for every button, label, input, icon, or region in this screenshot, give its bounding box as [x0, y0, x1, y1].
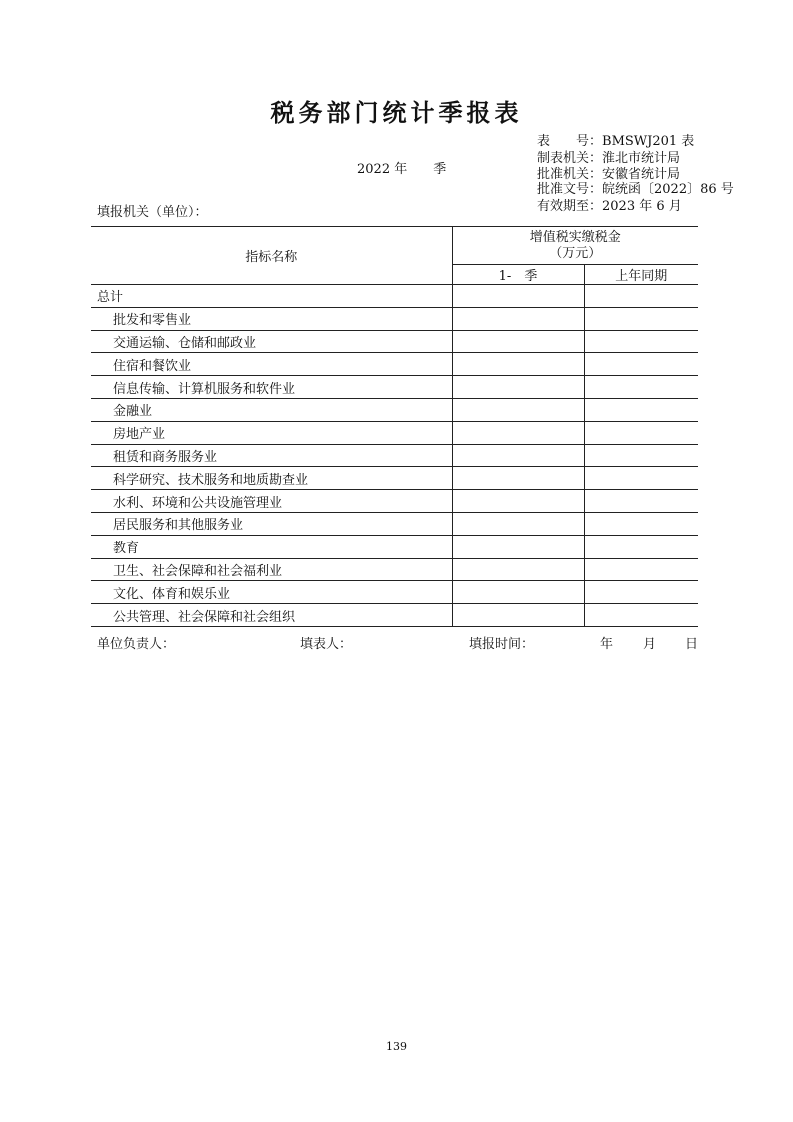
footer-year: 年 [600, 637, 614, 652]
table-row [91, 353, 698, 376]
cell-current-quarter[interactable] [452, 353, 584, 376]
row-label: 批发和零售业 [91, 307, 452, 330]
meta-form-number [537, 133, 694, 151]
vat-header-line1: 增值税实缴税金 [529, 229, 621, 245]
cell-last-year[interactable] [584, 604, 698, 627]
cell-last-year[interactable] [584, 512, 698, 535]
row-label: 科学研究、技术服务和地质勘查业 [91, 467, 452, 490]
cell-current-quarter[interactable] [452, 285, 584, 308]
cell-last-year[interactable] [584, 398, 698, 421]
cell-last-year[interactable] [584, 421, 698, 444]
table-row [91, 307, 698, 330]
cell-current-quarter[interactable] [452, 581, 584, 604]
meta-value: 皖统函〔2022〕86 号 [602, 182, 734, 197]
footer-day: 日 [685, 637, 699, 652]
cell-last-year[interactable] [584, 353, 698, 376]
table-row [91, 421, 698, 444]
table-row [91, 535, 698, 558]
row-label: 住宿和餐饮业 [91, 353, 452, 376]
table-row [91, 330, 698, 353]
page-number: 139 [386, 1040, 407, 1053]
row-label: 教育 [91, 535, 452, 558]
cell-current-quarter[interactable] [452, 512, 584, 535]
cell-last-year[interactable] [584, 307, 698, 330]
meta-label: 有效期至： [537, 199, 603, 214]
footer-month: 月 [643, 637, 657, 652]
meta-value: BMSWJ201 表 [602, 134, 695, 149]
row-label: 文化、体育和娱乐业 [91, 581, 452, 604]
report-title: 税务部门统计季报表 [270, 98, 523, 127]
row-label: 公共管理、社会保障和社会组织 [91, 604, 452, 627]
cell-current-quarter[interactable] [452, 467, 584, 490]
table-row [91, 376, 698, 399]
row-label: 卫生、社会保障和社会福利业 [91, 558, 452, 581]
column-header-last-year: 上年同期 [584, 265, 698, 285]
cell-current-quarter[interactable] [452, 444, 584, 467]
meta-value: 安徽省统计局 [602, 167, 681, 182]
table-row [91, 444, 698, 467]
cell-last-year[interactable] [584, 558, 698, 581]
row-label: 水利、环境和公共设施管理业 [91, 490, 452, 513]
table-row [91, 512, 698, 535]
report-table [91, 226, 698, 627]
table-row [91, 467, 698, 490]
row-label: 信息传输、计算机服务和软件业 [91, 376, 452, 399]
column-header-current-quarter: 1- 季 [452, 265, 584, 285]
cell-last-year[interactable] [584, 467, 698, 490]
row-label: 金融业 [91, 398, 452, 421]
cell-current-quarter[interactable] [452, 307, 584, 330]
cell-current-quarter[interactable] [452, 558, 584, 581]
table-row [91, 285, 698, 308]
meta-value: 淮北市统计局 [602, 151, 681, 166]
table-row [91, 581, 698, 604]
column-group-header-vat [452, 227, 698, 265]
cell-last-year[interactable] [584, 444, 698, 467]
meta-approval-number [537, 181, 734, 199]
meta-label: 制表机关： [537, 151, 603, 166]
cell-current-quarter[interactable] [452, 330, 584, 353]
row-label: 总计 [91, 285, 452, 308]
row-label: 房地产业 [91, 421, 452, 444]
meta-value: 2023 年 6 月 [602, 199, 682, 214]
cell-current-quarter[interactable] [452, 398, 584, 421]
report-period: 2022 年 季 [357, 162, 447, 177]
column-header-indicator: 指标名称 [91, 227, 452, 285]
cell-last-year[interactable] [584, 376, 698, 399]
table-row [91, 604, 698, 627]
filing-unit-label: 填报机关（单位）： [97, 205, 208, 220]
cell-last-year[interactable] [584, 535, 698, 558]
footer-responsible-label: 单位负责人： [97, 637, 176, 652]
cell-current-quarter[interactable] [452, 535, 584, 558]
cell-current-quarter[interactable] [452, 376, 584, 399]
cell-last-year[interactable] [584, 490, 698, 513]
vat-header-line2: （万元） [549, 245, 602, 261]
table-row [91, 558, 698, 581]
row-label: 交通运输、仓储和邮政业 [91, 330, 452, 353]
meta-label: 表 号： [537, 134, 603, 149]
footer-fill-time-label: 填报时间： [469, 637, 535, 652]
cell-current-quarter[interactable] [452, 490, 584, 513]
cell-last-year[interactable] [584, 330, 698, 353]
table-row [91, 398, 698, 421]
row-label: 租赁和商务服务业 [91, 444, 452, 467]
cell-current-quarter[interactable] [452, 421, 584, 444]
cell-last-year[interactable] [584, 581, 698, 604]
row-label: 居民服务和其他服务业 [91, 512, 452, 535]
meta-label: 批准文号： [537, 182, 603, 197]
cell-current-quarter[interactable] [452, 604, 584, 627]
meta-valid-until [537, 198, 682, 216]
table-row [91, 490, 698, 513]
meta-label: 批准机关： [537, 167, 603, 182]
footer-filled-by-label: 填表人： [300, 637, 353, 652]
cell-last-year[interactable] [584, 285, 698, 308]
